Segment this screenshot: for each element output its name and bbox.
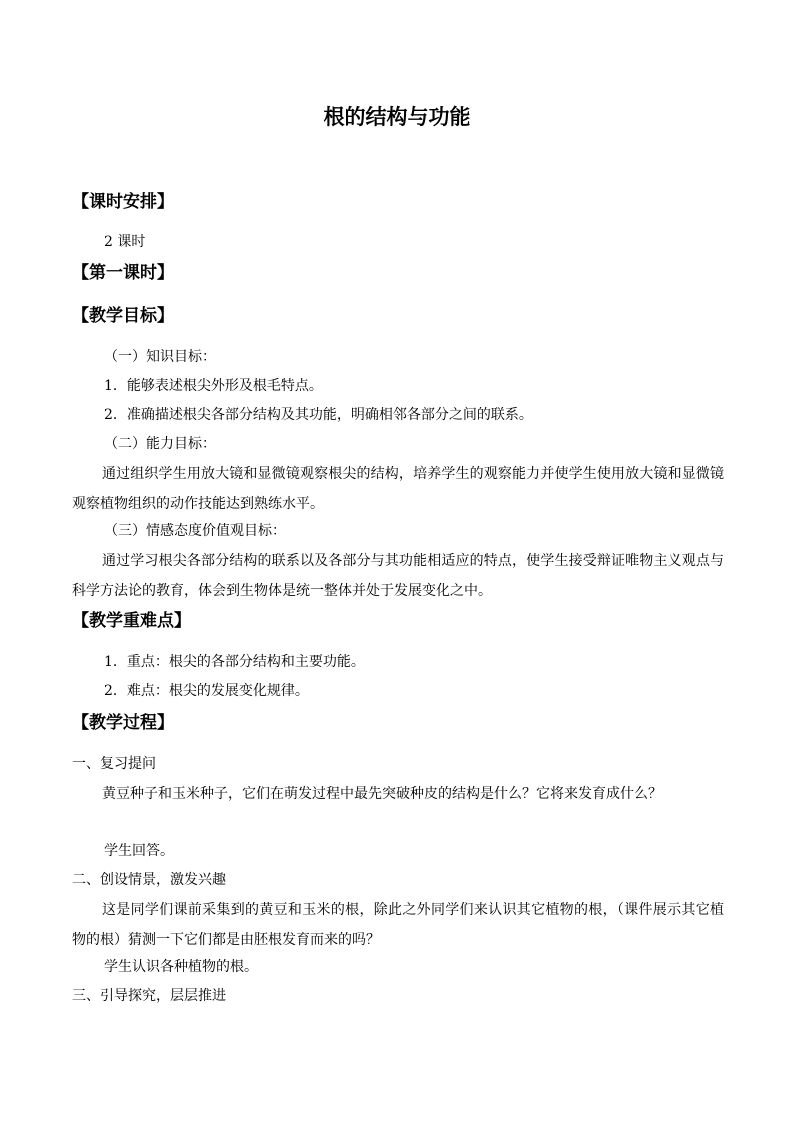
ability-paragraph: 通过组织学生用放大镜和显微镜观察根尖的结构，培养学生的观察能力并使学生使用放大镜和显微镜观察植物组织的动作技能达到熟练水平。 — [72, 466, 724, 512]
key-point-item: 1．重点：根尖的各部分结构和主要功能。 — [104, 654, 365, 670]
step1-question: 黄豆种子和玉米种子，它们在萌发过程中最先突破种皮的结构是什么？它将来发育成什么？ — [102, 786, 662, 802]
step2-paragraph: 这是同学们课前采集到的黄豆和玉米的根，除此之外同学们来认识其它植物的根，（课件展示其它植物的根）猜测一下它们都是由胚根发育而来的吗？ — [72, 902, 724, 948]
heading-objectives: 【教学目标】 — [72, 306, 174, 326]
emotion-paragraph: 通过学习根尖各部分结构的联系以及各部分与其功能相适应的特点，使学生接受辩证唯物主义观点与科学方法论的教育，体会到生物体是统一整体并处于发展变化之中。 — [72, 553, 724, 599]
step3-heading: 三、引导探究，层层推进 — [72, 988, 226, 1004]
page-title: 根的结构与功能 — [323, 105, 471, 129]
knowledge-heading: （一）知识目标： — [104, 349, 216, 365]
step1-heading: 一、复习提问 — [72, 756, 156, 772]
step1-answer: 学生回答。 — [104, 843, 174, 859]
heading-process: 【教学过程】 — [72, 713, 174, 733]
knowledge-item: 1．能够表述根尖外形及根毛特点。 — [104, 378, 323, 394]
key-point-item: 2．难点：根尖的发展变化规律。 — [104, 683, 309, 699]
heading-first-lesson: 【第一课时】 — [72, 263, 174, 283]
heading-schedule: 【课时安排】 — [72, 192, 174, 212]
step2-heading: 二、创设情景，激发兴趣 — [72, 872, 226, 888]
knowledge-item: 2．准确描述根尖各部分结构及其功能，明确相邻各部分之间的联系。 — [104, 407, 533, 423]
ability-heading: （二）能力目标： — [104, 436, 216, 452]
step2-answer: 学生认识各种植物的根。 — [104, 959, 258, 975]
heading-key-points: 【教学重难点】 — [72, 611, 191, 631]
emotion-heading: （三）情感态度价值观目标： — [104, 523, 286, 539]
schedule-content: 2 课时 — [104, 234, 146, 250]
